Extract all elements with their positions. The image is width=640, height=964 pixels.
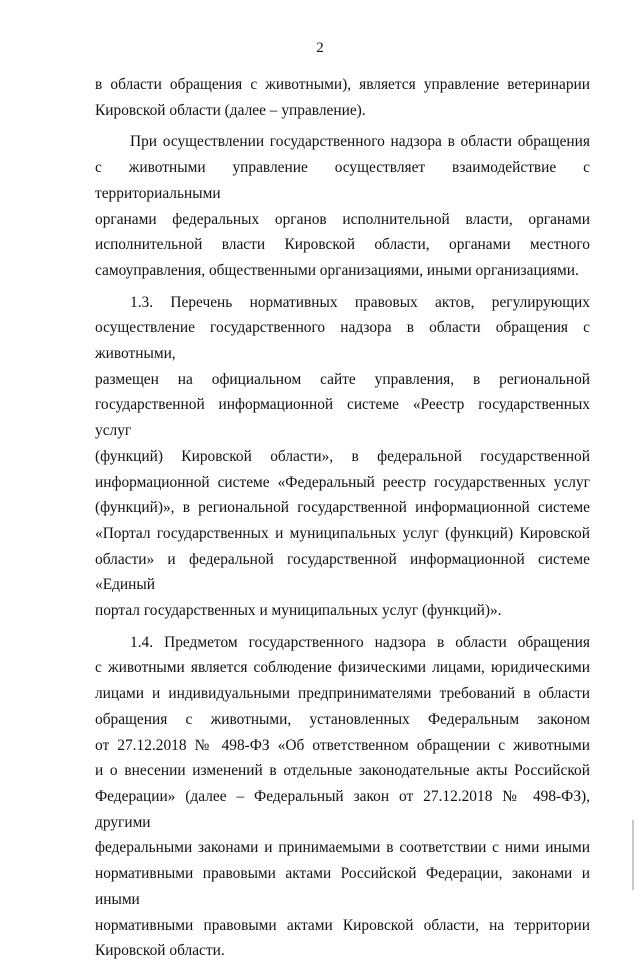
text-line: самоуправления, общественными организациями, иными организациями. bbox=[95, 261, 579, 279]
text-line: информационной системе «Федеральный реестр государственных услуг bbox=[95, 473, 590, 491]
text-line: При осуществлении государственного надзора в области обращения bbox=[130, 133, 590, 151]
text-line: нормативными правовыми актами Кировской области, на территории bbox=[95, 916, 590, 934]
text-line: государственной информационной системе «Реестр государственных услуг bbox=[95, 396, 590, 440]
document-body bbox=[95, 72, 590, 964]
text-line: обращения с животными, установленных Федеральным законом bbox=[95, 710, 590, 728]
text-line: с животными управление осуществляет взаимодействие с территориальными bbox=[95, 159, 590, 202]
text-line: (функций)», в региональной государственной информационной системе bbox=[95, 499, 590, 517]
text-line: Кировской области. bbox=[95, 942, 225, 960]
text-line: с животными является соблюдение физическими лицами, юридическими bbox=[95, 659, 590, 677]
paragraph-continuation bbox=[95, 72, 590, 123]
text-line: федеральными законами и принимаемыми в соответствии с ними иными bbox=[95, 839, 590, 857]
text-line: от 27.12.2018 № 498-ФЗ «Об ответственном обращении с животными bbox=[95, 736, 590, 754]
text-line: и о внесении изменений в отдельные законодательные акты Российской bbox=[95, 762, 590, 780]
paragraph-1-4 bbox=[95, 630, 590, 964]
paragraph-1-3 bbox=[95, 290, 590, 624]
text-line: Федерации» (далее – Федеральный закон от 27.12.2018 № 498-ФЗ), другими bbox=[95, 787, 590, 831]
text-line: (функций) Кировской области», в федеральной государственной bbox=[95, 447, 590, 465]
paragraph-interaction bbox=[95, 129, 590, 283]
text-line: лицами и индивидуальными предпринимателями требований в области bbox=[95, 685, 590, 703]
text-line: органами федеральных органов исполнительной власти, органами bbox=[95, 210, 590, 228]
text-line: размещен на официальном сайте управления, в региональной bbox=[95, 370, 590, 388]
text-line: Кировской области (далее – управление). bbox=[95, 101, 366, 119]
text-line: нормативными правовыми актами Российской Федерации, законами и иными bbox=[95, 865, 590, 908]
page-number: 2 bbox=[316, 40, 324, 56]
text-line: области» и федеральной государственной информационной системе «Единый bbox=[95, 550, 590, 594]
text-line: портал государственных и муниципальных услуг (функций)». bbox=[95, 602, 502, 620]
text-line: 1.4. Предметом государственного надзора в области обращения bbox=[130, 633, 590, 651]
scan-edge-mark bbox=[632, 820, 634, 890]
text-line: 1.3. Перечень нормативных правовых актов, регулирующих bbox=[130, 293, 590, 311]
text-line: осуществление государственного надзора в области обращения с животными, bbox=[95, 319, 590, 363]
text-line: в области обращения с животными), является управление ветеринарии bbox=[95, 76, 590, 93]
text-line: «Портал государственных и муниципальных услуг (функций) Кировской bbox=[95, 524, 590, 542]
text-line: исполнительной власти Кировской области, органами местного bbox=[95, 236, 590, 254]
